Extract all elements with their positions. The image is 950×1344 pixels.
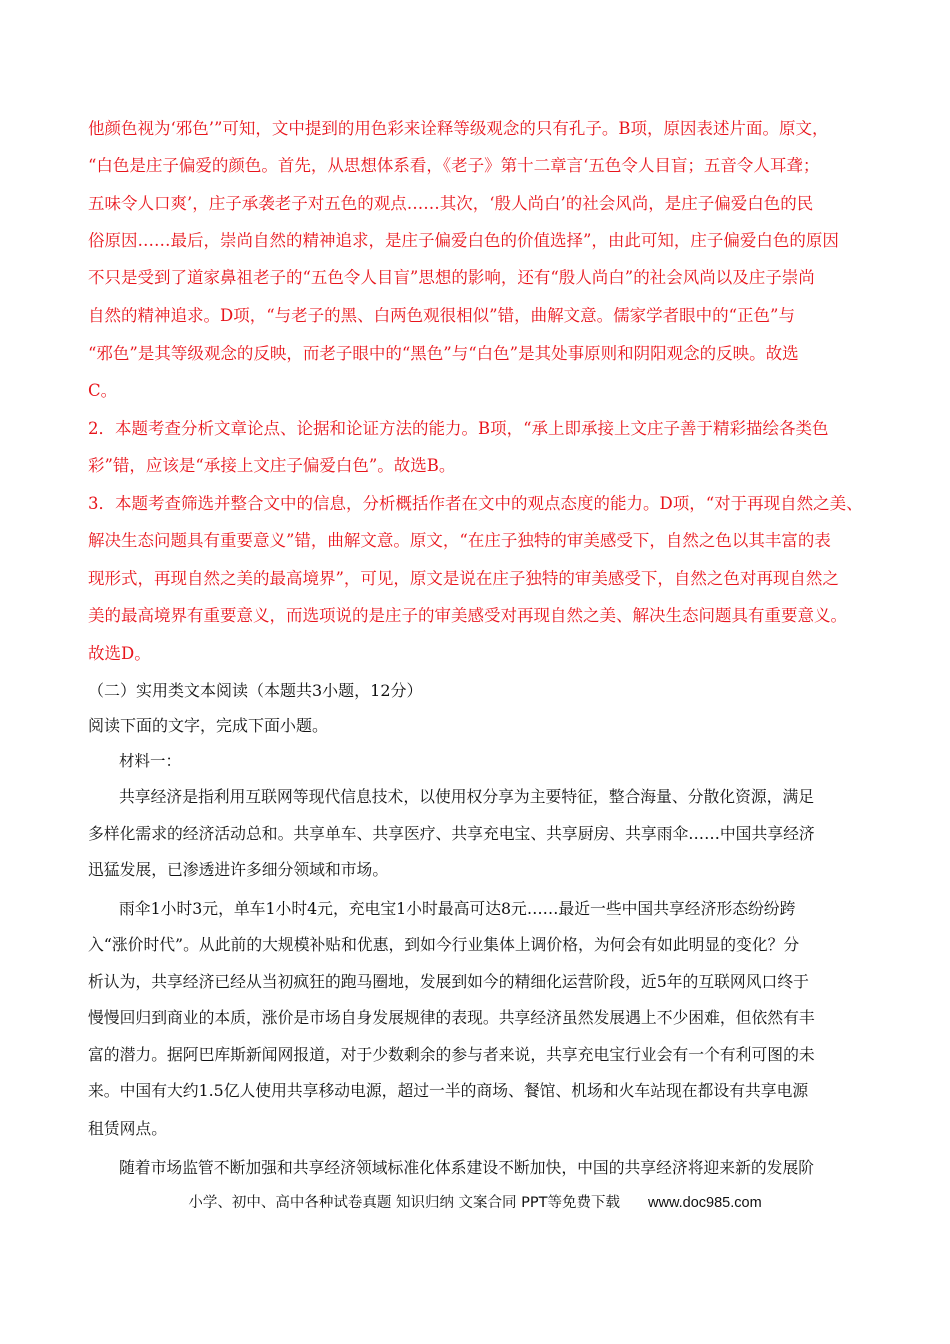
answer-line: 解决生态问题具有重要意义”错，曲解文意。原文，“在庄子独特的审美感受下，自然之色以其丰富的表 [88, 531, 831, 550]
answer-line: “白色是庄子偏爱的颜色。首先，从思想体系看，《老子》第十二章言‘五色令人目盲；五音令人耳聋； [88, 156, 820, 175]
footer-url[interactable]: www.doc985.com [648, 1195, 762, 1211]
answer-line: 自然的精神追求。D项，“与老子的黑、白两色观很相似”错，曲解文意。儒家学者眼中的“正色”与 [88, 306, 795, 325]
material-label: 材料一： [119, 752, 182, 770]
answer-line: 五味令人口爽’，庄子承袭老子对五色的观点……其次，‘殷人尚白’的社会风尚，是庄子偏爱白色的民 [88, 194, 814, 213]
answer-line: 俗原因……最后，崇尚自然的精神追求，是庄子偏爱白色的价值选择”，由此可知，庄子偏爱白色的原因 [88, 231, 839, 250]
answer-line: C。 [88, 381, 118, 400]
passage-line: 析认为，共享经济已经从当初疯狂的跑马圈地，发展到如今的精细化运营阶段，近5年的互联网风口终于 [88, 972, 809, 991]
answer-line: 他颜色视为‘邪色’”可知，文中提到的用色彩来诠释等级观念的只有孔子。B项，原因表述片面。原文， [88, 119, 829, 138]
passage-line: 多样化需求的经济活动总和。共享单车、共享医疗、共享充电宝、共享厨房、共享雨伞……中国共享经济 [88, 824, 815, 843]
passage-line: 随着市场监管不断加强和共享经济领域标准化体系建设不断加快，中国的共享经济将迎来新的发展阶 [119, 1158, 815, 1177]
section-heading: （二）实用类文本阅读（本题共3小题，12分） [88, 681, 423, 700]
answer-line: 彩”错，应该是“承接上文庄子偏爱白色”。故选B。 [88, 456, 456, 475]
passage-line: 雨伞1小时3元，单车1小时4元，充电宝1小时最高可达8元……最近一些中国共享经济形态纷纷跨 [119, 899, 796, 918]
footer-text: 小学、初中、高中各种试卷真题 知识归纳 文案合同 PPT等免费下载 [188, 1195, 621, 1211]
passage-line: 慢慢回归到商业的本质，涨价是市场自身发展规律的表现。共享经济虽然发展遇上不少困难，但依然有丰 [88, 1008, 815, 1027]
passage-line: 来。中国有大约1.5亿人使用共享移动电源，超过一半的商场、餐馆、机场和火车站现在都设有共享电源 [88, 1081, 809, 1100]
answer-line: 现形式，再现自然之美的最高境界”，可见，原文是说在庄子独特的审美感受下，自然之色对再现自然之 [88, 569, 839, 588]
passage-line: 迅猛发展，已渗透进许多细分领域和市场。 [88, 860, 389, 879]
page-footer [0, 1191, 950, 1212]
answer-line: 2．本题考查分析文章论点、论据和论证方法的能力。B项，“承上即承接上文庄子善于精彩描绘各类色 [88, 419, 829, 438]
passage-line: 共享经济是指利用互联网等现代信息技术，以使用权分享为主要特征，整合海量、分散化资源，满足 [119, 787, 815, 806]
answer-line: “邪色”是其等级观念的反映，而老子眼中的“黑色”与“白色”是其处事原则和阴阳观念的反映。故选 [88, 344, 799, 363]
passage-line: 入“涨价时代”。从此前的大规模补贴和优惠，到如今行业集体上调价格，为何会有如此明显的变化？分 [88, 935, 800, 954]
answer-line: 不只是受到了道家鼻祖老子的“五色令人目盲”思想的影响，还有“殷人尚白”的社会风尚以及庄子崇尚 [88, 268, 815, 287]
passage-line: 富的潜力。据阿巴库斯新闻网报道，对于少数剩余的参与者来说，共享充电宝行业会有一个有利可图的未 [88, 1045, 815, 1064]
answer-line: 故选D。 [88, 644, 151, 663]
instruction: 阅读下面的文字，完成下面小题。 [88, 716, 329, 735]
answer-line: 美的最高境界有重要意义，而选项说的是庄子的审美感受对再现自然之美、解决生态问题具有重要意义。 [88, 606, 847, 625]
answer-line: 3．本题考查筛选并整合文中的信息，分析概括作者在文中的观点态度的能力。D项，“对于再现自然之美、 [88, 494, 863, 513]
passage-line: 租赁网点。 [88, 1119, 167, 1138]
